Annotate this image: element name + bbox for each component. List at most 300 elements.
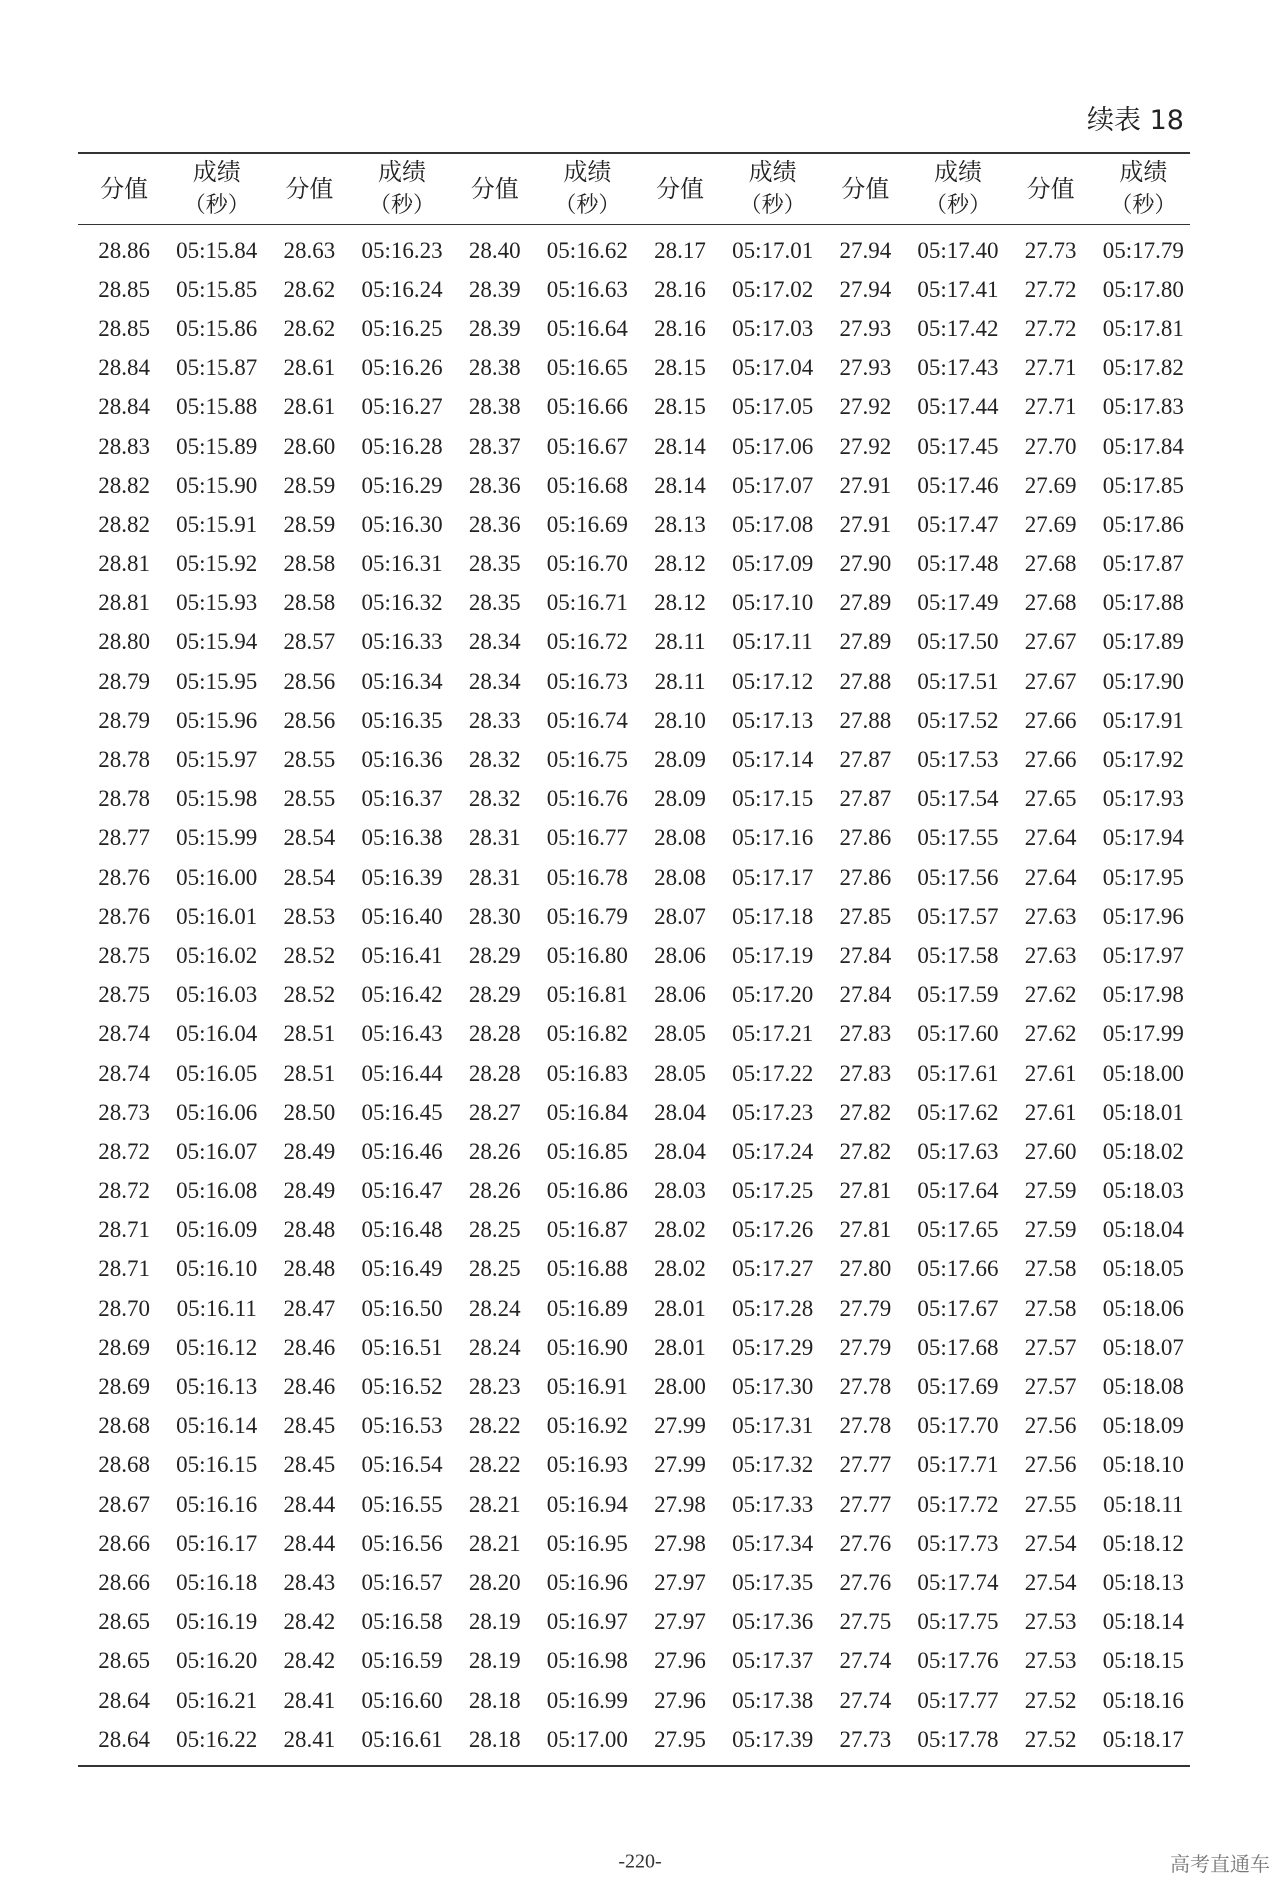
time-cell: 05:17.15: [732, 786, 814, 812]
time-cell: 05:16.77: [546, 825, 628, 851]
table-row: [78, 897, 1190, 936]
time-cell: 05:16.13: [176, 1374, 258, 1400]
time-cell: 05:18.00: [1102, 1060, 1184, 1086]
score-value-cell: 28.14: [654, 472, 706, 498]
score-value-cell: 27.56: [1024, 1452, 1077, 1478]
score-value-cell: 27.59: [1024, 1178, 1077, 1204]
time-cell: 05:16.47: [361, 1178, 443, 1204]
score-value-cell: 28.18: [468, 1687, 521, 1713]
score-value-cell: 27.88: [839, 707, 892, 733]
time-cell: 05:16.06: [176, 1099, 258, 1125]
score-value-cell: 28.16: [654, 276, 706, 302]
time-cell: 05:16.67: [546, 433, 628, 459]
time-cell: 05:17.31: [732, 1413, 814, 1439]
time-cell: 05:17.08: [732, 511, 814, 537]
time-cell: 05:16.97: [546, 1609, 628, 1635]
score-value-cell: 27.80: [839, 1256, 892, 1282]
time-cell: 05:17.00: [546, 1726, 628, 1752]
score-value-cell: 28.72: [98, 1138, 150, 1164]
time-cell: 05:15.91: [176, 511, 258, 537]
time-cell: 05:17.13: [732, 707, 814, 733]
time-cell: 05:16.00: [176, 864, 258, 890]
score-value-cell: 28.86: [98, 237, 150, 263]
time-cell: 05:17.59: [917, 982, 999, 1008]
time-cell: 05:17.11: [732, 629, 813, 655]
header-value: 分值: [263, 153, 355, 225]
time-cell: 05:16.45: [361, 1099, 443, 1125]
time-cell: 05:17.80: [1102, 276, 1184, 302]
time-cell: 05:15.95: [176, 668, 258, 694]
score-value-cell: 28.76: [98, 864, 150, 890]
score-value-cell: 28.41: [283, 1687, 336, 1713]
score-value-cell: 28.61: [283, 355, 336, 381]
time-cell: 05:16.43: [361, 1021, 443, 1047]
time-cell: 05:17.30: [732, 1374, 814, 1400]
score-value-cell: 28.42: [283, 1648, 336, 1674]
score-value-cell: 27.98: [654, 1491, 706, 1517]
time-cell: 05:16.70: [546, 551, 628, 577]
time-cell: 05:17.22: [732, 1060, 814, 1086]
score-value-cell: 28.69: [98, 1374, 150, 1400]
score-value-cell: 28.01: [654, 1295, 706, 1321]
watermark: 高考直通车: [1170, 1852, 1270, 1876]
time-cell: 05:17.17: [732, 864, 814, 890]
score-value-cell: 28.19: [468, 1609, 521, 1635]
time-cell: 05:17.95: [1102, 864, 1184, 890]
time-cell: 05:17.64: [917, 1178, 999, 1204]
time-cell: 05:18.14: [1102, 1609, 1184, 1635]
time-cell: 05:16.68: [546, 472, 628, 498]
score-value-cell: 28.75: [98, 942, 150, 968]
score-value-cell: 28.52: [283, 982, 336, 1008]
time-cell: 05:17.46: [917, 472, 999, 498]
time-cell: 05:17.38: [732, 1687, 814, 1713]
time-cell: 05:16.60: [361, 1687, 443, 1713]
score-value-cell: 28.75: [98, 982, 150, 1008]
score-value-cell: 28.72: [98, 1178, 150, 1204]
time-cell: 05:16.81: [546, 982, 628, 1008]
score-value-cell: 28.71: [98, 1217, 150, 1243]
score-value-cell: 28.58: [283, 551, 336, 577]
time-cell: 05:16.48: [361, 1217, 443, 1243]
table-row: [78, 1172, 1190, 1211]
time-cell: 05:17.96: [1102, 903, 1184, 929]
score-value-cell: 28.70: [98, 1295, 150, 1321]
time-cell: 05:17.53: [917, 747, 999, 773]
score-value-cell: 28.17: [654, 237, 706, 263]
time-cell: 05:15.89: [176, 433, 258, 459]
table-row: [78, 1524, 1190, 1563]
score-value-cell: 27.87: [839, 747, 892, 773]
header-row: [78, 153, 1190, 225]
table-row: [78, 1603, 1190, 1642]
time-cell: 05:17.60: [917, 1021, 999, 1047]
score-value-cell: 28.48: [283, 1217, 336, 1243]
time-cell: 05:16.36: [361, 747, 443, 773]
score-value-cell: 28.26: [468, 1138, 521, 1164]
time-cell: 05:17.43: [917, 355, 999, 381]
time-cell: 05:17.51: [917, 668, 999, 694]
time-cell: 05:17.72: [917, 1491, 999, 1517]
time-cell: 05:17.36: [732, 1609, 814, 1635]
score-value-cell: 28.32: [468, 786, 521, 812]
score-value-cell: 27.95: [654, 1726, 706, 1752]
header-score-label: 成绩: [933, 158, 982, 186]
time-cell: 05:17.49: [917, 590, 999, 616]
score-value-cell: 28.39: [468, 276, 521, 302]
score-value-cell: 27.61: [1024, 1060, 1077, 1086]
time-cell: 05:16.28: [361, 433, 443, 459]
table-row: [78, 1485, 1190, 1524]
score-value-cell: 27.71: [1024, 355, 1077, 381]
score-value-cell: 28.15: [654, 394, 706, 420]
time-cell: 05:18.09: [1102, 1413, 1184, 1439]
header-score-unit: （秒）: [924, 193, 991, 218]
time-cell: 05:16.31: [361, 551, 443, 577]
score-value-cell: 28.51: [283, 1021, 336, 1047]
score-value-cell: 27.63: [1024, 942, 1077, 968]
time-cell: 05:16.73: [546, 668, 628, 694]
time-cell: 05:15.84: [176, 237, 258, 263]
time-cell: 05:16.12: [176, 1334, 258, 1360]
score-value-cell: 27.60: [1024, 1138, 1077, 1164]
time-cell: 05:16.59: [361, 1648, 443, 1674]
score-value-cell: 27.66: [1024, 747, 1077, 773]
time-cell: 05:18.06: [1102, 1295, 1184, 1321]
time-cell: 05:17.61: [917, 1060, 999, 1086]
time-cell: 05:17.33: [732, 1491, 814, 1517]
score-value-cell: 27.54: [1024, 1569, 1077, 1595]
time-cell: 05:16.87: [546, 1217, 628, 1243]
score-value-cell: 28.27: [468, 1099, 521, 1125]
score-value-cell: 28.11: [654, 668, 706, 694]
time-cell: 05:15.93: [176, 590, 258, 616]
score-value-cell: 27.97: [654, 1609, 706, 1635]
time-cell: 05:17.28: [732, 1295, 814, 1321]
score-value-cell: 28.33: [468, 707, 521, 733]
score-value-cell: 28.23: [468, 1374, 521, 1400]
score-value-cell: 27.76: [839, 1530, 892, 1556]
score-value-cell: 27.97: [654, 1569, 706, 1595]
time-cell: 05:16.53: [361, 1413, 443, 1439]
time-cell: 05:16.37: [361, 786, 443, 812]
time-cell: 05:16.32: [361, 590, 443, 616]
header-score-unit: （秒）: [1110, 193, 1177, 218]
time-cell: 05:18.08: [1102, 1374, 1184, 1400]
time-cell: 05:16.10: [176, 1256, 258, 1282]
time-cell: 05:17.44: [917, 394, 999, 420]
header-score-unit: （秒）: [739, 193, 806, 218]
score-value-cell: 28.67: [98, 1491, 150, 1517]
table-row: [78, 225, 1190, 271]
score-value-cell: 28.52: [283, 942, 336, 968]
time-cell: 05:17.79: [1102, 237, 1184, 263]
time-cell: 05:16.29: [361, 472, 443, 498]
time-cell: 05:16.27: [361, 394, 443, 420]
score-value-cell: 28.69: [98, 1334, 150, 1360]
page-number: -220-: [618, 1850, 662, 1873]
score-value-cell: 27.88: [839, 668, 892, 694]
time-cell: 05:16.04: [176, 1021, 258, 1047]
score-value-cell: 27.68: [1024, 590, 1077, 616]
time-cell: 05:17.90: [1102, 668, 1184, 694]
score-value-cell: 28.10: [654, 707, 706, 733]
time-cell: 05:17.89: [1102, 629, 1184, 655]
header-score: [726, 153, 819, 225]
score-value-cell: 28.62: [283, 315, 336, 341]
time-cell: 05:16.57: [361, 1569, 443, 1595]
time-cell: 05:16.84: [546, 1099, 628, 1125]
table-row: [78, 819, 1190, 858]
score-value-cell: 28.30: [468, 903, 521, 929]
score-value-cell: 27.63: [1024, 903, 1077, 929]
time-cell: 05:18.07: [1102, 1334, 1184, 1360]
time-cell: 05:16.16: [176, 1491, 258, 1517]
score-value-cell: 28.35: [468, 551, 521, 577]
score-value-cell: 28.44: [283, 1530, 336, 1556]
score-value-cell: 28.63: [283, 237, 336, 263]
score-value-cell: 28.35: [468, 590, 521, 616]
table-row: [78, 505, 1190, 544]
score-value-cell: 27.69: [1024, 511, 1077, 537]
score-value-cell: 28.16: [654, 315, 706, 341]
score-value-cell: 28.02: [654, 1256, 706, 1282]
score-value-cell: 27.59: [1024, 1217, 1077, 1243]
score-value-cell: 28.55: [283, 786, 336, 812]
time-cell: 05:15.98: [176, 786, 258, 812]
score-value-cell: 28.13: [654, 511, 706, 537]
time-cell: 05:17.23: [732, 1099, 814, 1125]
score-value-cell: 28.84: [98, 355, 150, 381]
time-cell: 05:17.78: [917, 1726, 999, 1752]
time-cell: 05:17.62: [917, 1099, 999, 1125]
score-value-cell: 27.87: [839, 786, 892, 812]
time-cell: 05:18.02: [1102, 1138, 1184, 1164]
score-value-cell: 28.46: [283, 1334, 336, 1360]
score-value-cell: 28.60: [283, 433, 336, 459]
score-value-cell: 27.52: [1024, 1726, 1077, 1752]
time-cell: 05:18.12: [1102, 1530, 1184, 1556]
score-value-cell: 28.66: [98, 1530, 150, 1556]
time-cell: 05:16.35: [361, 707, 443, 733]
score-value-cell: 28.78: [98, 786, 150, 812]
time-cell: 05:15.99: [176, 825, 258, 851]
time-cell: 05:17.05: [732, 394, 814, 420]
score-value-cell: 28.15: [654, 355, 706, 381]
time-cell: 05:16.14: [176, 1413, 258, 1439]
time-cell: 05:17.01: [732, 237, 814, 263]
time-cell: 05:16.80: [546, 942, 628, 968]
table-row: [78, 662, 1190, 701]
score-value-cell: 27.52: [1024, 1687, 1077, 1713]
score-value-cell: 28.53: [283, 903, 336, 929]
time-cell: 05:16.30: [361, 511, 443, 537]
score-value-cell: 27.66: [1024, 707, 1077, 733]
score-value-cell: 28.49: [283, 1178, 336, 1204]
score-value-cell: 27.83: [839, 1060, 892, 1086]
score-value-cell: 27.82: [839, 1099, 892, 1125]
score-value-cell: 28.19: [468, 1648, 521, 1674]
time-cell: 05:17.02: [732, 276, 814, 302]
score-value-cell: 27.93: [839, 355, 892, 381]
score-value-cell: 28.68: [98, 1452, 150, 1478]
score-value-cell: 27.55: [1024, 1491, 1077, 1517]
score-value-cell: 27.54: [1024, 1530, 1077, 1556]
score-value-cell: 27.72: [1024, 315, 1077, 341]
score-value-cell: 28.48: [283, 1256, 336, 1282]
score-value-cell: 27.67: [1024, 668, 1077, 694]
time-cell: 05:16.25: [361, 315, 443, 341]
table-row: [78, 936, 1190, 975]
score-value-cell: 27.53: [1024, 1648, 1077, 1674]
time-cell: 05:16.44: [361, 1060, 443, 1086]
score-value-cell: 28.06: [654, 942, 706, 968]
table-row: [78, 1563, 1190, 1602]
header-value: 分值: [78, 153, 170, 225]
score-value-cell: 28.12: [654, 551, 706, 577]
time-cell: 05:16.62: [546, 237, 628, 263]
score-value-cell: 28.73: [98, 1099, 150, 1125]
score-value-cell: 28.03: [654, 1178, 706, 1204]
time-cell: 05:16.85: [546, 1138, 628, 1164]
time-cell: 05:16.54: [361, 1452, 443, 1478]
time-cell: 05:16.51: [361, 1334, 443, 1360]
score-value-cell: 27.69: [1024, 472, 1077, 498]
score-value-cell: 27.92: [839, 433, 892, 459]
table-row: [78, 270, 1190, 309]
time-cell: 05:16.86: [546, 1178, 628, 1204]
time-cell: 05:17.88: [1102, 590, 1184, 616]
time-cell: 05:17.54: [917, 786, 999, 812]
score-value-cell: 28.38: [468, 394, 521, 420]
time-cell: 05:17.42: [917, 315, 999, 341]
score-value-cell: 27.92: [839, 394, 892, 420]
time-cell: 05:16.24: [361, 276, 443, 302]
score-value-cell: 27.86: [839, 864, 892, 890]
score-value-cell: 28.24: [468, 1334, 521, 1360]
time-cell: 05:17.24: [732, 1138, 814, 1164]
score-value-cell: 27.75: [839, 1609, 892, 1635]
header-value: 分值: [634, 153, 726, 225]
score-value-cell: 28.85: [98, 315, 150, 341]
time-cell: 05:17.26: [732, 1217, 814, 1243]
score-value-cell: 28.06: [654, 982, 706, 1008]
time-cell: 05:16.05: [176, 1060, 258, 1086]
time-cell: 05:18.15: [1102, 1648, 1184, 1674]
score-value-cell: 27.58: [1024, 1256, 1077, 1282]
time-cell: 05:16.21: [176, 1687, 258, 1713]
time-cell: 05:17.65: [917, 1217, 999, 1243]
time-cell: 05:16.42: [361, 982, 443, 1008]
table-row: [78, 1446, 1190, 1485]
score-value-cell: 27.78: [839, 1374, 892, 1400]
time-cell: 05:17.99: [1102, 1021, 1184, 1047]
score-value-cell: 27.84: [839, 942, 892, 968]
time-cell: 05:16.61: [361, 1726, 443, 1752]
score-value-cell: 27.91: [839, 472, 892, 498]
time-cell: 05:17.92: [1102, 747, 1184, 773]
table-row: [78, 701, 1190, 740]
score-value-cell: 28.79: [98, 668, 150, 694]
score-value-cell: 28.37: [468, 433, 521, 459]
time-cell: 05:17.74: [917, 1569, 999, 1595]
score-value-cell: 28.28: [468, 1021, 521, 1047]
score-value-cell: 27.53: [1024, 1609, 1077, 1635]
time-cell: 05:17.70: [917, 1413, 999, 1439]
time-cell: 05:16.95: [546, 1530, 628, 1556]
time-cell: 05:16.39: [361, 864, 443, 890]
time-cell: 05:16.56: [361, 1530, 443, 1556]
time-cell: 05:17.57: [917, 903, 999, 929]
time-cell: 05:17.87: [1102, 551, 1184, 577]
time-cell: 05:17.04: [732, 355, 814, 381]
time-cell: 05:17.94: [1102, 825, 1184, 851]
score-value-cell: 27.73: [1024, 237, 1077, 263]
score-value-cell: 28.80: [98, 629, 150, 655]
time-cell: 05:16.34: [361, 668, 443, 694]
score-value-cell: 27.73: [839, 1726, 892, 1752]
score-value-cell: 27.74: [839, 1687, 892, 1713]
time-cell: 05:17.73: [917, 1530, 999, 1556]
score-value-cell: 27.96: [654, 1687, 706, 1713]
header-score-unit: （秒）: [183, 193, 250, 218]
time-cell: 05:15.94: [176, 629, 258, 655]
score-value-cell: 28.45: [283, 1413, 336, 1439]
score-value-cell: 27.67: [1024, 629, 1077, 655]
score-value-cell: 27.84: [839, 982, 892, 1008]
score-value-cell: 28.66: [98, 1569, 150, 1595]
table-row: [78, 584, 1190, 623]
time-cell: 05:18.03: [1102, 1178, 1184, 1204]
table-row: [78, 1211, 1190, 1250]
score-value-cell: 28.49: [283, 1138, 336, 1164]
score-value-cell: 28.42: [283, 1609, 336, 1635]
table-caption: 续表 18: [1087, 105, 1184, 136]
table-row: [78, 309, 1190, 348]
score-value-cell: 28.01: [654, 1334, 706, 1360]
table-header: [78, 153, 1190, 225]
time-cell: 05:16.74: [546, 707, 628, 733]
score-value-cell: 28.77: [98, 825, 150, 851]
time-cell: 05:16.63: [546, 276, 628, 302]
score-value-cell: 28.22: [468, 1413, 521, 1439]
time-cell: 05:16.76: [546, 786, 628, 812]
score-value-cell: 28.58: [283, 590, 336, 616]
header-score: [355, 153, 448, 225]
time-cell: 05:16.78: [546, 864, 628, 890]
score-value-cell: 28.74: [98, 1060, 150, 1086]
time-cell: 05:17.98: [1102, 982, 1184, 1008]
table-row: [78, 780, 1190, 819]
table-row: [78, 1681, 1190, 1720]
time-cell: 05:16.71: [546, 590, 628, 616]
table-row: [78, 1054, 1190, 1093]
score-value-cell: 28.09: [654, 786, 706, 812]
time-cell: 05:15.86: [176, 315, 258, 341]
time-cell: 05:18.04: [1102, 1217, 1184, 1243]
time-cell: 05:15.90: [176, 472, 258, 498]
score-value-cell: 28.18: [468, 1726, 521, 1752]
score-value-cell: 28.59: [283, 472, 336, 498]
time-cell: 05:16.11: [176, 1295, 257, 1321]
table-row: [78, 545, 1190, 584]
time-cell: 05:15.96: [176, 707, 258, 733]
time-cell: 05:18.01: [1102, 1099, 1184, 1125]
score-value-cell: 28.41: [283, 1726, 336, 1752]
time-cell: 05:16.98: [546, 1648, 628, 1674]
time-cell: 05:17.97: [1102, 942, 1184, 968]
header-score-label: 成绩: [378, 158, 427, 186]
